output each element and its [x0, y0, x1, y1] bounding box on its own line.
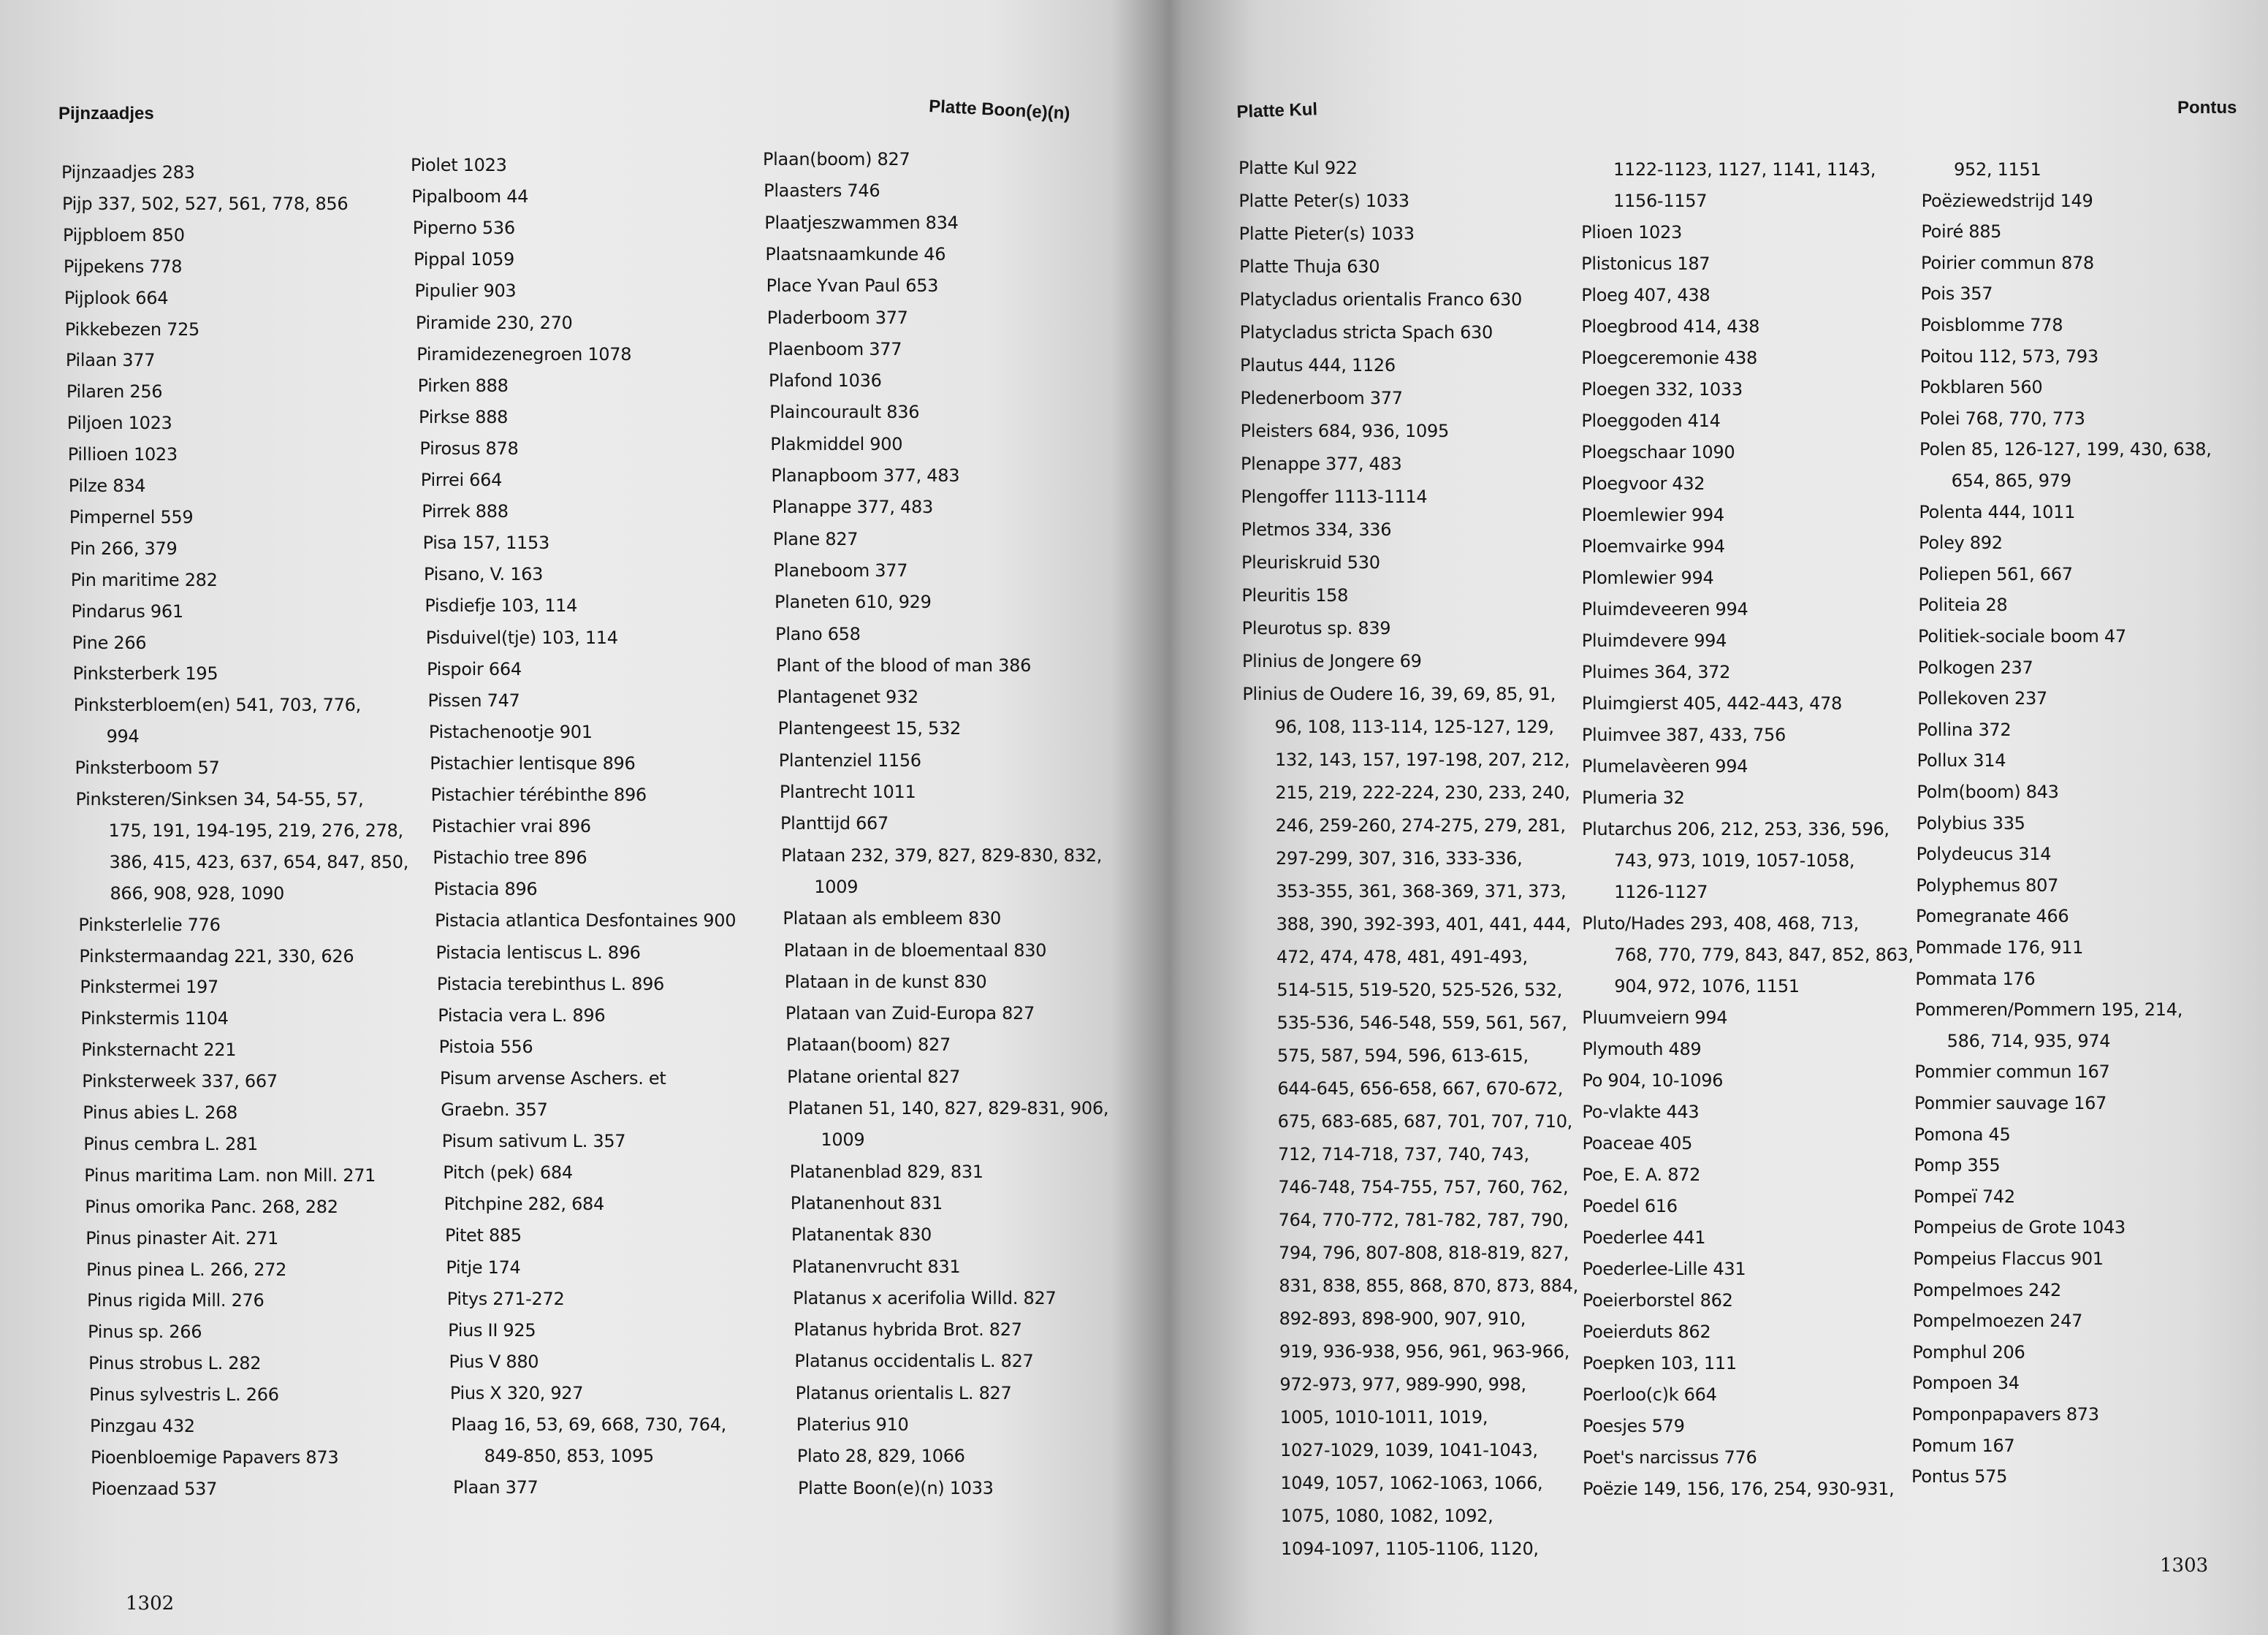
index-entry-continuation: 743, 973, 1019, 1057-1058,	[1614, 850, 1855, 871]
index-entry: Pompelmoezen 247	[1912, 1311, 2083, 1332]
index-entry: Piramide 230, 270	[415, 312, 573, 333]
index-entry: Pispoir 664	[427, 658, 522, 679]
left-running-head: Pijnzaadjes	[58, 104, 154, 123]
index-entry: Plumeria 32	[1581, 788, 1685, 808]
index-entry-continuation: 472, 474, 478, 481, 491-493,	[1276, 947, 1528, 967]
index-entry: Pomp 355	[1914, 1155, 2001, 1176]
index-entry: Pistachier térébinthe 896	[430, 785, 647, 805]
index-entry: Pinus omorika Panc. 268, 282	[85, 1196, 338, 1217]
index-entry: Plaasters 746	[764, 180, 880, 202]
index-entry-continuation: 849-850, 853, 1095	[484, 1446, 654, 1467]
index-entry: Pistachier vrai 896	[432, 816, 591, 837]
index-entry-continuation: 96, 108, 113-114, 125-127, 129,	[1274, 717, 1554, 737]
index-entry: Platanus orientalis L. 827	[795, 1382, 1012, 1403]
index-entry: Plaag 16, 53, 69, 668, 730, 764,	[451, 1414, 727, 1435]
index-entry-continuation: 866, 908, 928, 1090	[110, 883, 285, 904]
left-page-number: 1302	[126, 1593, 175, 1615]
index-entry: Pius II 925	[448, 1319, 536, 1341]
index-entry-continuation: 535-536, 546-548, 559, 561, 567,	[1276, 1013, 1567, 1033]
index-entry: Pilaan 377	[65, 350, 156, 371]
index-entry: Poiré 885	[1921, 221, 2002, 243]
index-entry: Pomum 167	[1911, 1435, 2015, 1456]
index-entry: Poirier commun 878	[1921, 252, 2094, 273]
index-entry-continuation: 1126-1127	[1614, 882, 1708, 902]
index-entry: Pois 357	[1920, 283, 1993, 305]
index-column-4	[1238, 0, 1582, 1635]
index-entry: Pin maritime 282	[70, 569, 218, 590]
index-entry: Platte Pieter(s) 1033	[1238, 224, 1415, 244]
index-entry: Pompeï 742	[1914, 1186, 2015, 1207]
index-entry: Plataan in de bloementaal 830	[783, 940, 1047, 961]
index-entry: Plantengeest 15, 532	[777, 718, 961, 739]
right-running-head-right: Pontus	[2177, 98, 2237, 118]
index-entry: Plaatsnaamkunde 46	[765, 243, 946, 264]
index-entry: Pinus cembra L. 281	[83, 1133, 258, 1154]
index-entry: Pilaren 256	[66, 381, 163, 403]
index-entry: Pimpernel 559	[69, 506, 194, 527]
index-entry: Poeierduts 862	[1582, 1322, 1711, 1342]
index-entry: Plataan(boom) 827	[786, 1034, 951, 1056]
index-entry: Pomona 45	[1914, 1124, 2011, 1145]
index-entry-continuation: 1049, 1057, 1062-1063, 1066,	[1280, 1473, 1543, 1493]
index-entry: Poederlee 441	[1582, 1227, 1706, 1248]
index-entry: Plataan als embleem 830	[783, 908, 1001, 929]
index-entry: Plano 658	[775, 623, 861, 644]
index-entry-continuation: 1122-1123, 1127, 1141, 1143,	[1613, 159, 1876, 180]
index-entry: Pluimes 364, 372	[1581, 662, 1731, 682]
index-entry: Plakmiddel 900	[770, 433, 903, 454]
index-entry: Polm(boom) 843	[1917, 782, 2059, 802]
index-entry: Ploeggoden 414	[1581, 411, 1721, 431]
index-entry: Pommeren/Pommern 195, 214,	[1915, 999, 2183, 1021]
index-entry: Pleuriskruid 530	[1241, 552, 1380, 573]
index-entry: Pisdiefje 103, 114	[425, 595, 578, 617]
index-entry: Poet's narcissus 776	[1582, 1447, 1757, 1468]
index-entry: Plantrecht 1011	[779, 782, 916, 802]
index-entry: Platerius 910	[796, 1414, 909, 1435]
index-entry: Plane 827	[772, 528, 859, 549]
index-entry: Pitet 885	[444, 1225, 522, 1246]
index-entry: Pommade 176, 911	[1915, 937, 2084, 958]
index-entry: Ploegbrood 414, 438	[1581, 316, 1760, 337]
index-entry: Plato 28, 829, 1066	[796, 1446, 965, 1467]
index-entry: Plant of the blood of man 386	[776, 655, 1032, 676]
index-entry: Pistachio tree 896	[433, 847, 587, 869]
index-entry: Pompeius Flaccus 901	[1913, 1249, 2104, 1269]
index-entry: Plioen 1023	[1581, 222, 1682, 243]
index-entry-continuation: 892-893, 898-900, 907, 910,	[1279, 1308, 1526, 1329]
index-entry: Politiek-sociale boom 47	[1918, 626, 2126, 647]
index-entry: Poëziewedstrijd 149	[1921, 190, 2093, 211]
index-entry: Pinksterboom 57	[75, 758, 220, 779]
index-entry: Pinksterberk 195	[72, 663, 218, 685]
index-entry-continuation: 386, 415, 423, 637, 654, 847, 850,	[109, 851, 409, 872]
index-entry-continuation: 514-515, 519-520, 525-526, 532,	[1276, 980, 1563, 1000]
index-entry: Pistachier lentisque 896	[430, 752, 636, 774]
index-entry: Pontus 575	[1911, 1466, 2008, 1487]
index-entry-continuation: 675, 683-685, 687, 701, 707, 710,	[1277, 1111, 1572, 1132]
index-entry-continuation: 794, 796, 807-808, 818-819, 827,	[1279, 1243, 1569, 1263]
index-entry: Pletmos 334, 336	[1241, 519, 1392, 540]
index-entry-continuation: 1005, 1010-1011, 1019,	[1279, 1407, 1488, 1428]
index-entry-continuation: 132, 143, 157, 197-198, 207, 212,	[1275, 750, 1570, 770]
index-entry-continuation: 175, 191, 194-195, 219, 276, 278,	[108, 820, 403, 841]
index-entry: Pisum sativum L. 357	[441, 1131, 626, 1152]
index-entry-continuation: 919, 936-938, 956, 961, 963-966,	[1279, 1341, 1570, 1362]
index-entry-continuation: 654, 865, 979	[1951, 470, 2071, 491]
index-entry: Pius V 880	[449, 1351, 539, 1372]
index-entry: Ploegceremonie 438	[1581, 348, 1757, 368]
index-entry: Platycladus stricta Spach 630	[1239, 322, 1493, 343]
index-entry-continuation: 388, 390, 392-393, 401, 441, 444,	[1276, 914, 1571, 934]
index-entry-continuation: 644-645, 656-658, 667, 670-672,	[1277, 1078, 1564, 1099]
index-entry: Ploemlewier 994	[1581, 505, 1724, 525]
index-entry: Pirrei 664	[420, 470, 503, 490]
index-entry: Pindarus 961	[71, 601, 183, 622]
index-entry: Pinksterweek 337, 667	[82, 1071, 278, 1092]
index-entry: Po-vlakte 443	[1582, 1102, 1700, 1122]
index-entry: Pleuritis 158	[1241, 585, 1349, 606]
index-entry: Platte Thuja 630	[1239, 256, 1380, 277]
right-running-head: Platte Kul	[1236, 99, 1318, 122]
index-entry-continuation: 1075, 1080, 1082, 1092,	[1280, 1506, 1493, 1526]
index-entry: Pinus pinaster Ait. 271	[85, 1227, 279, 1249]
index-entry: Polenta 444, 1011	[1919, 501, 2076, 522]
index-entry: Ploemvairke 994	[1581, 536, 1725, 557]
index-entry-continuation: 994	[106, 726, 140, 747]
index-entry: Graebn. 357	[441, 1099, 548, 1120]
index-entry-continuation: 972-973, 977, 989-990, 998,	[1279, 1374, 1526, 1395]
index-entry: Poaceae 405	[1582, 1133, 1693, 1154]
index-entry: Pinkstermaandag 221, 330, 626	[79, 945, 354, 967]
index-entry-continuation: 1009	[814, 876, 859, 897]
index-entry: Platanen 51, 140, 827, 829-831, 906,	[788, 1098, 1109, 1118]
index-entry: Poerloo(c)k 664	[1582, 1384, 1717, 1405]
index-entry: Plataan in de kunst 830	[784, 971, 987, 992]
index-entry: Planapboom 377, 483	[771, 465, 960, 486]
index-entry: Pipalboom 44	[411, 186, 529, 207]
index-entry: Poliepen 561, 667	[1918, 563, 2073, 584]
right-page-number: 1303	[2160, 1555, 2209, 1577]
index-entry: Pinus strobus L. 282	[88, 1353, 262, 1374]
index-entry: Piramidezenegroen 1078	[416, 343, 632, 365]
index-entry: Pisano, V. 163	[423, 564, 544, 585]
index-entry: Pijpekens 778	[63, 256, 183, 277]
index-entry-continuation: 215, 219, 222-224, 230, 233, 240,	[1275, 782, 1570, 803]
index-entry: Plengoffer 1113-1114	[1241, 487, 1428, 507]
index-entry: Po 904, 10-1096	[1582, 1070, 1724, 1091]
index-entry: Pinus abies L. 268	[83, 1102, 237, 1123]
index-entry: Polydeucus 314	[1916, 844, 2052, 865]
index-entry: Pistachenootje 901	[428, 721, 593, 742]
index-entry: Plantagenet 932	[777, 687, 918, 708]
index-entry: Ploeg 407, 438	[1581, 285, 1710, 305]
index-entry: Pine 266	[72, 632, 147, 653]
index-entry: Pinksterbloem(en) 541, 703, 776,	[73, 695, 361, 716]
index-entry: Pinksteren/Sinksen 34, 54-55, 57,	[75, 789, 364, 809]
index-entry: Pinus rigida Mill. 276	[87, 1290, 265, 1311]
index-entry: Pirosus 878	[419, 438, 519, 459]
index-entry: Pijplook 664	[64, 287, 169, 308]
index-entry: Pikkebezen 725	[64, 319, 200, 340]
index-entry: Platanentak 830	[791, 1224, 932, 1246]
index-entry: Pollina 372	[1917, 719, 2012, 740]
index-entry: Platte Boon(e)(n) 1033	[798, 1477, 994, 1498]
index-entry: Ploegen 332, 1033	[1581, 379, 1743, 400]
index-entry: Pinus maritima Lam. non Mill. 271	[84, 1165, 376, 1186]
index-entry: Pluimdeveeren 994	[1581, 599, 1748, 620]
index-entry-continuation: 768, 770, 779, 843, 847, 852, 863,	[1614, 945, 1914, 965]
index-entry: Pompoen 34	[1912, 1373, 2020, 1394]
index-entry: Plataan van Zuid-Europa 827	[785, 1003, 1035, 1024]
index-entry: Poeierborstel 862	[1582, 1290, 1733, 1311]
index-entry: Pluimdevere 994	[1581, 630, 1727, 651]
index-entry: Platte Peter(s) 1033	[1238, 191, 1409, 211]
index-entry-continuation: 712, 714-718, 737, 740, 743,	[1278, 1144, 1529, 1165]
index-entry: Pijpbloem 850	[62, 224, 185, 245]
index-entry: Platanus x acerifolia Willd. 827	[793, 1287, 1057, 1308]
index-entry: Pladerboom 377	[766, 307, 908, 328]
index-entry: Pitys 271-272	[446, 1288, 565, 1309]
index-entry-continuation: 904, 972, 1076, 1151	[1614, 976, 1800, 996]
index-entry: Plaenboom 377	[767, 338, 902, 359]
index-entry: Pistacia terebinthus L. 896	[436, 973, 665, 994]
index-entry: Platanenvrucht 831	[792, 1256, 961, 1277]
index-entry: Ploegschaar 1090	[1581, 442, 1735, 462]
index-entry: Place Yvan Paul 653	[766, 275, 939, 297]
index-entry: Pomponpapavers 873	[1911, 1404, 2099, 1425]
index-entry: Piljoen 1023	[66, 413, 172, 434]
index-entry: Pisum arvense Aschers. et	[440, 1067, 666, 1089]
index-entry: Pirkse 888	[419, 406, 509, 427]
index-entry: Pisa 157, 1153	[422, 533, 549, 554]
index-entry: Pinksterlelie 776	[78, 914, 221, 935]
index-entry: Plataan 232, 379, 827, 829-830, 832,	[781, 845, 1103, 866]
index-entry: Pisduivel(tje) 103, 114	[425, 627, 618, 648]
index-entry: Pompelmoes 242	[1913, 1279, 2061, 1300]
index-entry: Pinus pinea L. 266, 272	[86, 1259, 287, 1280]
index-entry: Platanus hybrida Brot. 827	[794, 1319, 1022, 1341]
index-entry: Plutarchus 206, 212, 253, 336, 596,	[1582, 819, 1890, 839]
index-entry: Pioenbloemige Papavers 873	[91, 1447, 339, 1468]
index-entry: Pitchpine 282, 684	[444, 1194, 604, 1215]
index-entry: Polyphemus 807	[1916, 874, 2059, 896]
index-entry: Plenappe 377, 483	[1241, 454, 1402, 474]
index-entry-continuation: 575, 587, 594, 596, 613-615,	[1277, 1045, 1529, 1066]
index-entry-continuation: 1027-1029, 1039, 1041-1043,	[1280, 1440, 1538, 1460]
index-entry: Pommata 176	[1915, 968, 2036, 989]
index-entry: Planttijd 667	[780, 813, 888, 834]
index-entry: Pillioen 1023	[67, 444, 178, 465]
index-entry: Pinkstermis 1104	[80, 1008, 229, 1029]
index-entry-continuation: 831, 838, 855, 868, 870, 873, 884,	[1279, 1276, 1578, 1296]
index-entry: Pijnzaadjes 283	[61, 162, 195, 183]
index-column-3	[763, 0, 1128, 1635]
index-entry: Ploegvoor 432	[1581, 473, 1705, 494]
index-entry: Poley 892	[1919, 533, 2003, 554]
index-entry: Pitje 174	[446, 1257, 521, 1278]
index-entry: Planappe 377, 483	[772, 497, 933, 518]
index-entry: Plomlewier 994	[1581, 568, 1714, 588]
index-entry: Pollekoven 237	[1917, 688, 2047, 709]
index-entry: Plautus 444, 1126	[1240, 355, 1396, 376]
index-column-5	[1581, 0, 1917, 1635]
index-entry-continuation: 746-748, 754-755, 757, 760, 762,	[1278, 1177, 1569, 1197]
index-entry: Platte Kul 922	[1238, 158, 1358, 178]
index-entry-continuation: 1156-1157	[1613, 191, 1708, 211]
index-entry-continuation: 1094-1097, 1105-1106, 1120,	[1281, 1539, 1539, 1559]
index-entry: Plaatjeszwammen 834	[764, 212, 959, 233]
index-entry: Plaan 377	[453, 1477, 539, 1498]
index-entry: Piperno 536	[412, 218, 515, 239]
index-entry: Pirrek 888	[422, 501, 509, 522]
index-entry: Plumelavèeren 994	[1581, 756, 1748, 777]
index-entry: Pistacia lentiscus L. 896	[435, 942, 641, 963]
index-entry: Plymouth 489	[1582, 1039, 1702, 1059]
index-entry: Pinksternacht 221	[81, 1040, 237, 1061]
index-entry-continuation: 353-355, 361, 368-369, 371, 373,	[1276, 881, 1567, 902]
index-entry: Pommier sauvage 167	[1914, 1093, 2107, 1113]
index-column-2	[411, 0, 754, 1635]
index-entry: Pioenzaad 537	[91, 1478, 218, 1499]
index-entry: Poedel 616	[1582, 1196, 1678, 1216]
index-entry: Pollux 314	[1917, 750, 2006, 771]
index-entry: Pitch (pek) 684	[443, 1162, 573, 1184]
index-entry: Poëzie 149, 156, 176, 254, 930-931,	[1583, 1479, 1895, 1499]
index-entry: Platycladus orientalis Franco 630	[1239, 289, 1522, 310]
index-entry: Polkogen 237	[1917, 657, 2033, 678]
index-entry: Platanus occidentalis L. 827	[794, 1351, 1034, 1372]
index-entry: Plistonicus 187	[1581, 254, 1710, 274]
index-entry: Pluto/Hades 293, 408, 468, 713,	[1582, 913, 1859, 934]
index-column-6	[1911, 0, 2258, 1635]
index-entry-continuation: 1009	[821, 1129, 865, 1151]
index-entry: Platane oriental 827	[787, 1066, 961, 1087]
index-entry: Planeboom 377	[773, 560, 908, 581]
index-entry: Pluumveiern 994	[1582, 1007, 1728, 1028]
index-entry: Pippal 1059	[414, 249, 515, 270]
index-entry: Politeia 28	[1918, 595, 2008, 616]
index-entry: Plaan(boom) 827	[763, 149, 910, 169]
index-entry: Pleurotus sp. 839	[1241, 618, 1391, 639]
index-entry: Plinius de Oudere 16, 39, 69, 85, 91,	[1242, 684, 1556, 704]
index-entry: Pijp 337, 502, 527, 561, 778, 856	[61, 193, 349, 214]
index-entry: Poisblomme 778	[1920, 315, 2063, 335]
index-entry: Pomegranate 466	[1916, 906, 2069, 927]
index-entry-continuation: 586, 714, 935, 974	[1947, 1030, 2111, 1051]
left-running-head-right: Platte Boon(e)(n)	[928, 96, 1071, 124]
index-entry: Plaincourault 836	[769, 402, 920, 423]
index-entry-continuation: 297-299, 307, 316, 333-336,	[1276, 848, 1523, 869]
index-entry: Polei 768, 770, 773	[1919, 408, 2085, 429]
index-entry: Plinius de Jongere 69	[1242, 651, 1422, 671]
index-entry: Pirken 888	[417, 375, 509, 396]
index-entry: Platanenhout 831	[790, 1192, 943, 1213]
index-entry: Pinzgau 432	[90, 1416, 195, 1436]
index-entry-continuation: 952, 1151	[1954, 159, 2041, 180]
index-entry: Pledenerboom 377	[1240, 388, 1403, 408]
index-entry: Pin 266, 379	[69, 538, 178, 559]
index-entry: Planeten 610, 929	[775, 592, 932, 613]
index-entry: Pinus sylvestris L. 266	[89, 1384, 279, 1406]
index-entry: Pluimgierst 405, 442-443, 478	[1581, 693, 1842, 714]
index-entry: Pistacia atlantica Desfontaines 900	[435, 910, 737, 931]
index-entry: Plantenziel 1156	[778, 750, 921, 771]
index-entry: Poitou 112, 573, 793	[1920, 346, 2098, 367]
index-entry: Pissen 747	[427, 690, 520, 711]
index-entry: Poederlee-Lille 431	[1582, 1259, 1746, 1279]
index-entry: Pinus sp. 266	[88, 1322, 202, 1343]
index-entry: Pluimvee 387, 433, 756	[1581, 725, 1786, 745]
index-entry: Piolet 1023	[411, 155, 507, 175]
right-page	[1169, 0, 2268, 1635]
index-entry: Pommier commun 167	[1914, 1062, 2110, 1083]
index-entry: Pistoia 556	[438, 1036, 533, 1057]
index-entry: Plafond 1036	[769, 370, 882, 392]
index-entry: Poepken 103, 111	[1582, 1353, 1737, 1373]
index-entry: Pius X 320, 927	[449, 1382, 584, 1403]
index-entry: Polen 85, 126-127, 199, 430, 638,	[1919, 439, 2212, 460]
index-entry: Pilze 834	[68, 476, 146, 496]
index-entry: Platanenblad 829, 831	[789, 1161, 983, 1182]
index-entry: Pleisters 684, 936, 1095	[1240, 421, 1449, 441]
index-entry: Pompeius de Grote 1043	[1913, 1217, 2126, 1238]
index-entry: Pinkstermei 197	[80, 977, 218, 998]
index-column-1	[61, 0, 409, 1635]
index-entry: Pipulier 903	[414, 281, 517, 302]
index-entry: Pomphul 206	[1912, 1341, 2025, 1362]
index-entry-continuation: 246, 259-260, 274-275, 279, 281,	[1275, 815, 1566, 836]
index-entry: Pistacia 896	[433, 879, 538, 900]
index-entry: Pokblaren 560	[1919, 377, 2043, 398]
index-entry: Pistacia vera L. 896	[438, 1005, 606, 1026]
index-entry: Polybius 335	[1917, 812, 2025, 834]
index-entry-continuation: 764, 770-772, 781-782, 787, 790,	[1278, 1210, 1569, 1230]
index-entry: Poe, E. A. 872	[1582, 1165, 1701, 1185]
index-entry: Poesjes 579	[1582, 1416, 1685, 1436]
